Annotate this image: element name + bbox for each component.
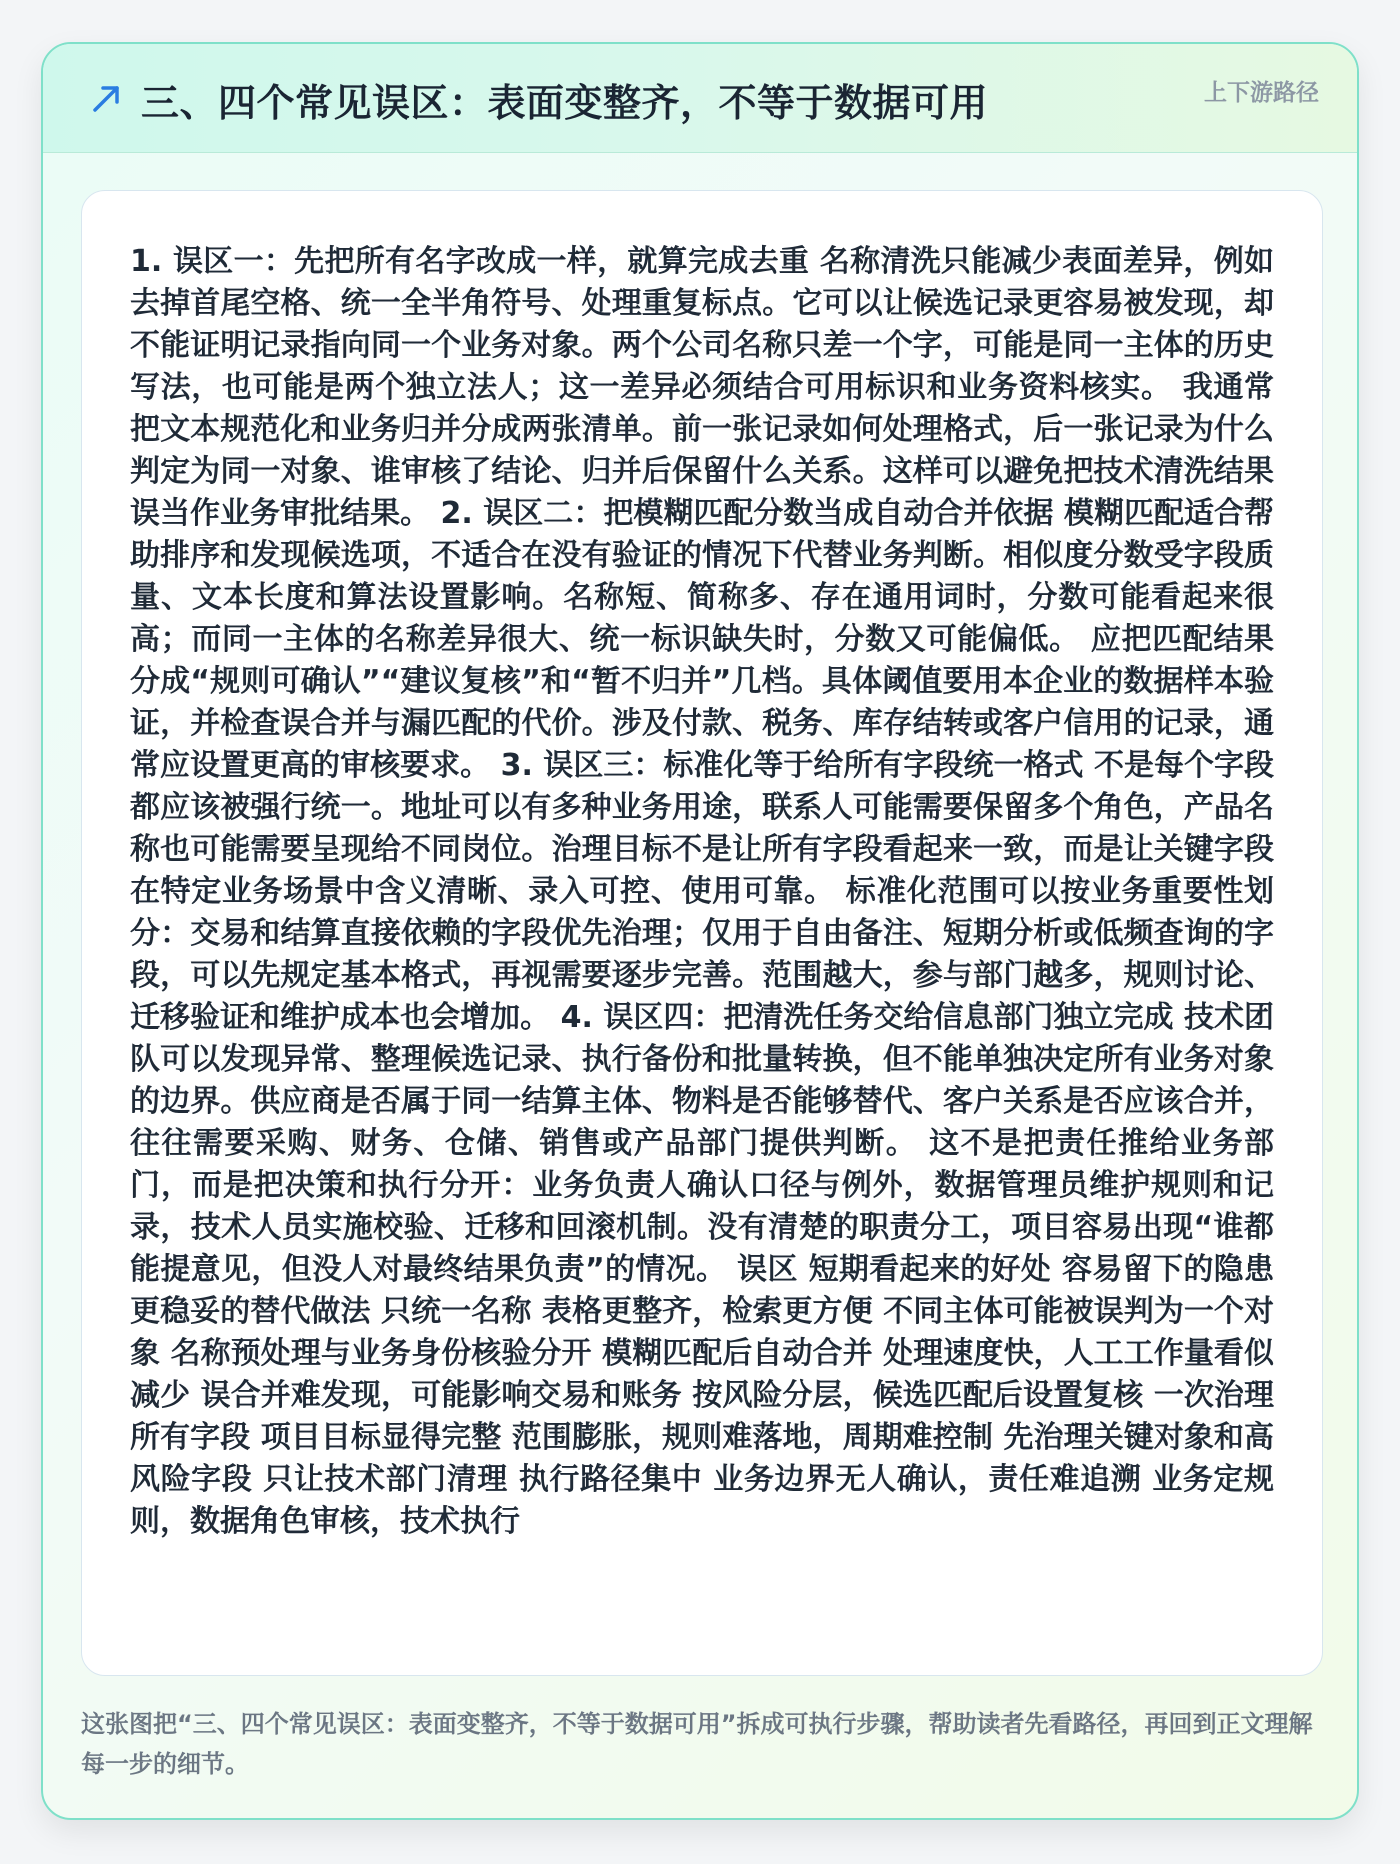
figure-caption: 这张图把“三、四个常见误区：表面变整齐，不等于数据可用”拆成可执行步骤，帮助读者先看路径，再回到正文理解每一步的细节。 [81,1710,1313,1778]
page-title: 三、四个常见误区：表面变整齐，不等于数据可用 [141,81,989,125]
trend-up-arrow-icon [87,78,127,118]
content-panel [81,190,1323,1676]
body-text: 1. 误区一：先把所有名字改成一样，就算完成去重 名称清洗只能减少表面差异，例如去掉首尾空格、统一全半角符号、处理重复标点。它可以让候选记录更容易被发现，却不能证明记录指向同一个业务对象。两个公司名称只差一个字，可能是同一主体的历史写法，也可能是两个独立法人；这一差异必须结合可用标识和业务资料核实。 我通常把文本规范化和业务归并分成两张清单。前一张记录如何处理格式，后一张记录为什么判定为同一对象、谁审核了结论、归并后保留什么关系。这样可以避免把技术清洗结果误当作业务审批结果。 2. 误区二：把模糊匹配分数当成自动合并依据 模糊匹配适合帮助排序和发现候选项，不适合在没有验证的情况下代替业务判断。相似度分数受字段质量、文本长度和算法设置影响。名称短、简称多、存在通用词时，分数可能看起来很高；而同一主体的名称差异很大、统一标识缺失时，分数又可能偏低。 应把匹配结果分成“规则可确认”“建议复核”和“暂不归并”几档。具体阈值要用本企业的数据样本验证，并检查误合并与漏匹配的代价。涉及付款、税务、库存结转或客户信用的记录，通常应设置更高的审核要求。 3. 误区三：标准化等于给所有字段统一格式 不是每个字段都应该被强行统一。地址可以有多种业务用途，联系人可能需要保留多个角色，产品名称也可能需要呈现给不同岗位。治理目标不是让所有字段看起来一致，而是让关键字段在特定业务场景中含义清晰、录入可控、使用可靠。 标准化范围可以按业务重要性划分：交易和结算直接依赖的字段优先治理；仅用于自由备注、短期分析或低频查询的字段，可以先规定基本格式，再视需要逐步完善。范围越大，参与部门越多，规则讨论、迁移验证和维护成本也会增加。 4. 误区四：把清洗任务交给信息部门独立完成 技术团队可以发现异常、整理候选记录、执行备份和批量转换，但不能单独决定所有业务对象的边界。供应商是否属于同一结算主体、物料是否能够替代、客户关系是否应该合并，往往需要采购、财务、仓储、销售或产品部门提供判断。 这不是把责任推给业务部门，而是把决策和执行分开：业务负责人确认口径与例外，数据管理员维护规则和记录，技术人员实施校验、迁移和回滚机制。没有清楚的职责分工，项目容易出现“谁都能提意见，但没人对最终结果负责”的情况。 误区 短期看起来的好处 容易留下的隐患 更稳妥的替代做法 只统一名称 表格更整齐，检索更方便 不同主体可能被误判为一个对象 名称预处理与业务身份核验分开 模糊匹配后自动合并 处理速度快，人工工作量看似减少 误合并难发现，可能影响交易和账务 按风险分层，候选匹配后设置复核 一次治理所有字段 项目目标显得完整 范围膨胀，规则难落地，周期难控制 先治理关键对象和高风险字段 只让技术部门清理 执行路径集中 业务边界无人确认，责任难追溯 业务定规则，数据角色审核，技术执行 [130,244,1274,1539]
header-tag: 上下游路径 [1204,80,1319,106]
card-header [43,44,1357,153]
section-card [41,42,1359,1820]
